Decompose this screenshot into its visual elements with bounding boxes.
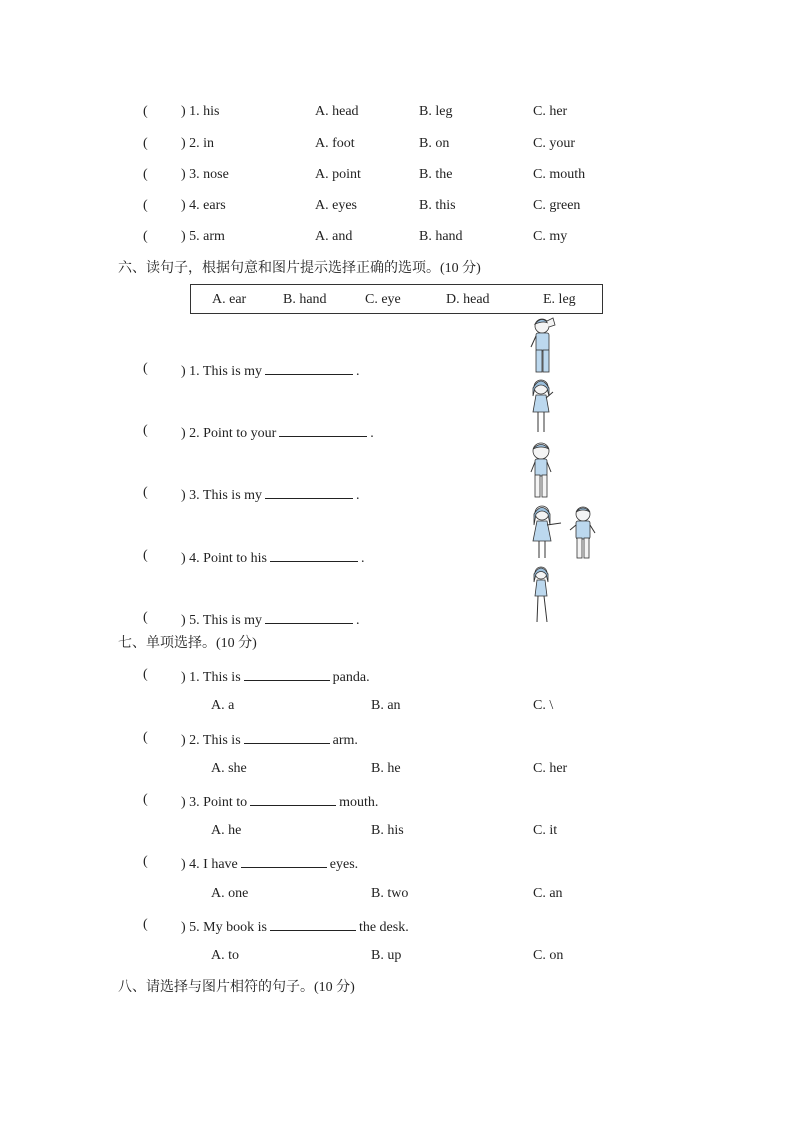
option-c: C. it	[533, 823, 558, 838]
option-b: B. his	[371, 823, 404, 838]
boy-touching-head-illustration	[525, 315, 561, 377]
question-stem: ) 3. nose	[181, 167, 229, 182]
question-stem: ) 4. Point to his	[181, 551, 267, 566]
s7-options-4	[0, 886, 794, 904]
fill-blank[interactable]	[265, 485, 353, 499]
question-stem: ) 3. Point to	[181, 795, 248, 810]
s7-options-1	[0, 698, 794, 716]
option-c: C. your	[533, 136, 575, 151]
word-bank-option: D. head	[446, 292, 490, 307]
s7-options-5	[0, 948, 794, 966]
question-stem: ) 4. I have	[181, 857, 238, 872]
fill-blank[interactable]	[244, 730, 330, 744]
option-b: B. up	[371, 948, 402, 963]
s5-question-5: ( ) 5. arm A. and B. hand C. my	[143, 229, 568, 244]
girl-pointing-at-boy-illustration	[528, 503, 600, 563]
option-a: A. one	[211, 886, 249, 901]
option-b: B. an	[371, 698, 401, 713]
fill-blank[interactable]	[241, 854, 327, 868]
option-c: C. an	[533, 886, 563, 901]
s5-question-1: ( ) 1. his A. head B. leg C. her	[143, 104, 568, 119]
option-c: C. my	[533, 229, 568, 244]
option-c: C. \	[533, 698, 554, 713]
question-stem: ) 5. arm	[181, 229, 225, 244]
word-bank-option: E. leg	[543, 292, 576, 307]
question-stem: ) 5. This is my	[181, 613, 263, 628]
s7-question-2: ( ) 2. This is arm.	[143, 730, 358, 748]
option-b: B. hand	[419, 229, 463, 244]
option-b: B. he	[371, 761, 401, 776]
s6-question-1: ( ) 1. This is my .	[143, 361, 360, 379]
option-a: A. to	[211, 948, 239, 963]
question-stem: ) 1. This is my	[181, 364, 263, 379]
s7-question-3: ( ) 3. Point to mouth.	[143, 792, 379, 810]
s7-question-4: ( ) 4. I have eyes.	[143, 854, 359, 872]
option-b: B. two	[371, 886, 409, 901]
question-stem: ) 5. My book is	[181, 920, 267, 935]
option-c: C. mouth	[533, 167, 586, 182]
section6-title: 六、读句子，根据句意和图片提示选择正确的选项。(10 分)	[118, 260, 481, 276]
option-a: A. and	[315, 229, 353, 244]
s7-question-1: ( ) 1. This is panda.	[143, 667, 370, 685]
s6-question-3: ( ) 3. This is my .	[143, 485, 360, 503]
boy-standing-illustration	[528, 440, 556, 502]
fill-blank[interactable]	[270, 548, 358, 562]
option-c: C. green	[533, 198, 581, 213]
option-a: A. head	[315, 104, 359, 119]
section8-title: 八、请选择与图片相符的句子。(10 分)	[118, 979, 355, 995]
s5-question-3: ( ) 3. nose A. point B. the C. mouth	[143, 167, 586, 182]
option-c: C. her	[533, 761, 568, 776]
option-a: A. point	[315, 167, 361, 182]
option-b: B. this	[419, 198, 456, 213]
s6-question-4: ( ) 4. Point to his .	[143, 548, 365, 566]
s6-question-2: ( ) 2. Point to your .	[143, 423, 374, 441]
question-stem: ) 4. ears	[181, 198, 226, 213]
question-stem: ) 2. This is	[181, 733, 241, 748]
option-a: A. eyes	[315, 198, 357, 213]
option-c: C. on	[533, 948, 564, 963]
option-b: B. the	[419, 167, 453, 182]
option-b: B. leg	[419, 104, 453, 119]
fill-blank[interactable]	[244, 667, 330, 681]
question-stem: ) 2. in	[181, 136, 215, 151]
question-stem: ) 2. Point to your	[181, 426, 277, 441]
word-bank-option: C. eye	[365, 292, 401, 307]
option-a: A. she	[211, 761, 247, 776]
word-bank-option: B. hand	[283, 292, 327, 307]
s7-options-3	[0, 823, 794, 841]
option-a: A. he	[211, 823, 242, 838]
question-stem: ) 1. his	[181, 104, 220, 119]
fill-blank[interactable]	[265, 361, 353, 375]
option-a: A. foot	[315, 136, 355, 151]
option-b: B. on	[419, 136, 450, 151]
fill-blank[interactable]	[279, 423, 367, 437]
fill-blank[interactable]	[250, 792, 336, 806]
question-stem: ) 1. This is	[181, 670, 241, 685]
option-a: A. a	[211, 698, 235, 713]
option-c: C. her	[533, 104, 568, 119]
fill-blank[interactable]	[265, 610, 353, 624]
s5-question-2: ( ) 2. in A. foot B. on C. your	[143, 136, 575, 151]
s7-options-2	[0, 761, 794, 779]
s7-question-5: ( ) 5. My book is the desk.	[143, 917, 409, 935]
fill-blank[interactable]	[270, 917, 356, 931]
word-bank-box	[190, 284, 603, 314]
girl-standing-illustration	[530, 564, 554, 626]
question-stem: ) 3. This is my	[181, 488, 263, 503]
section7-title: 七、单项选择。(10 分)	[118, 635, 257, 651]
word-bank-option: A. ear	[212, 292, 247, 307]
girl-raising-hand-illustration	[527, 376, 559, 438]
s6-question-5: ( ) 5. This is my .	[143, 610, 360, 628]
s5-question-4: ( ) 4. ears A. eyes B. this C. green	[143, 198, 581, 213]
